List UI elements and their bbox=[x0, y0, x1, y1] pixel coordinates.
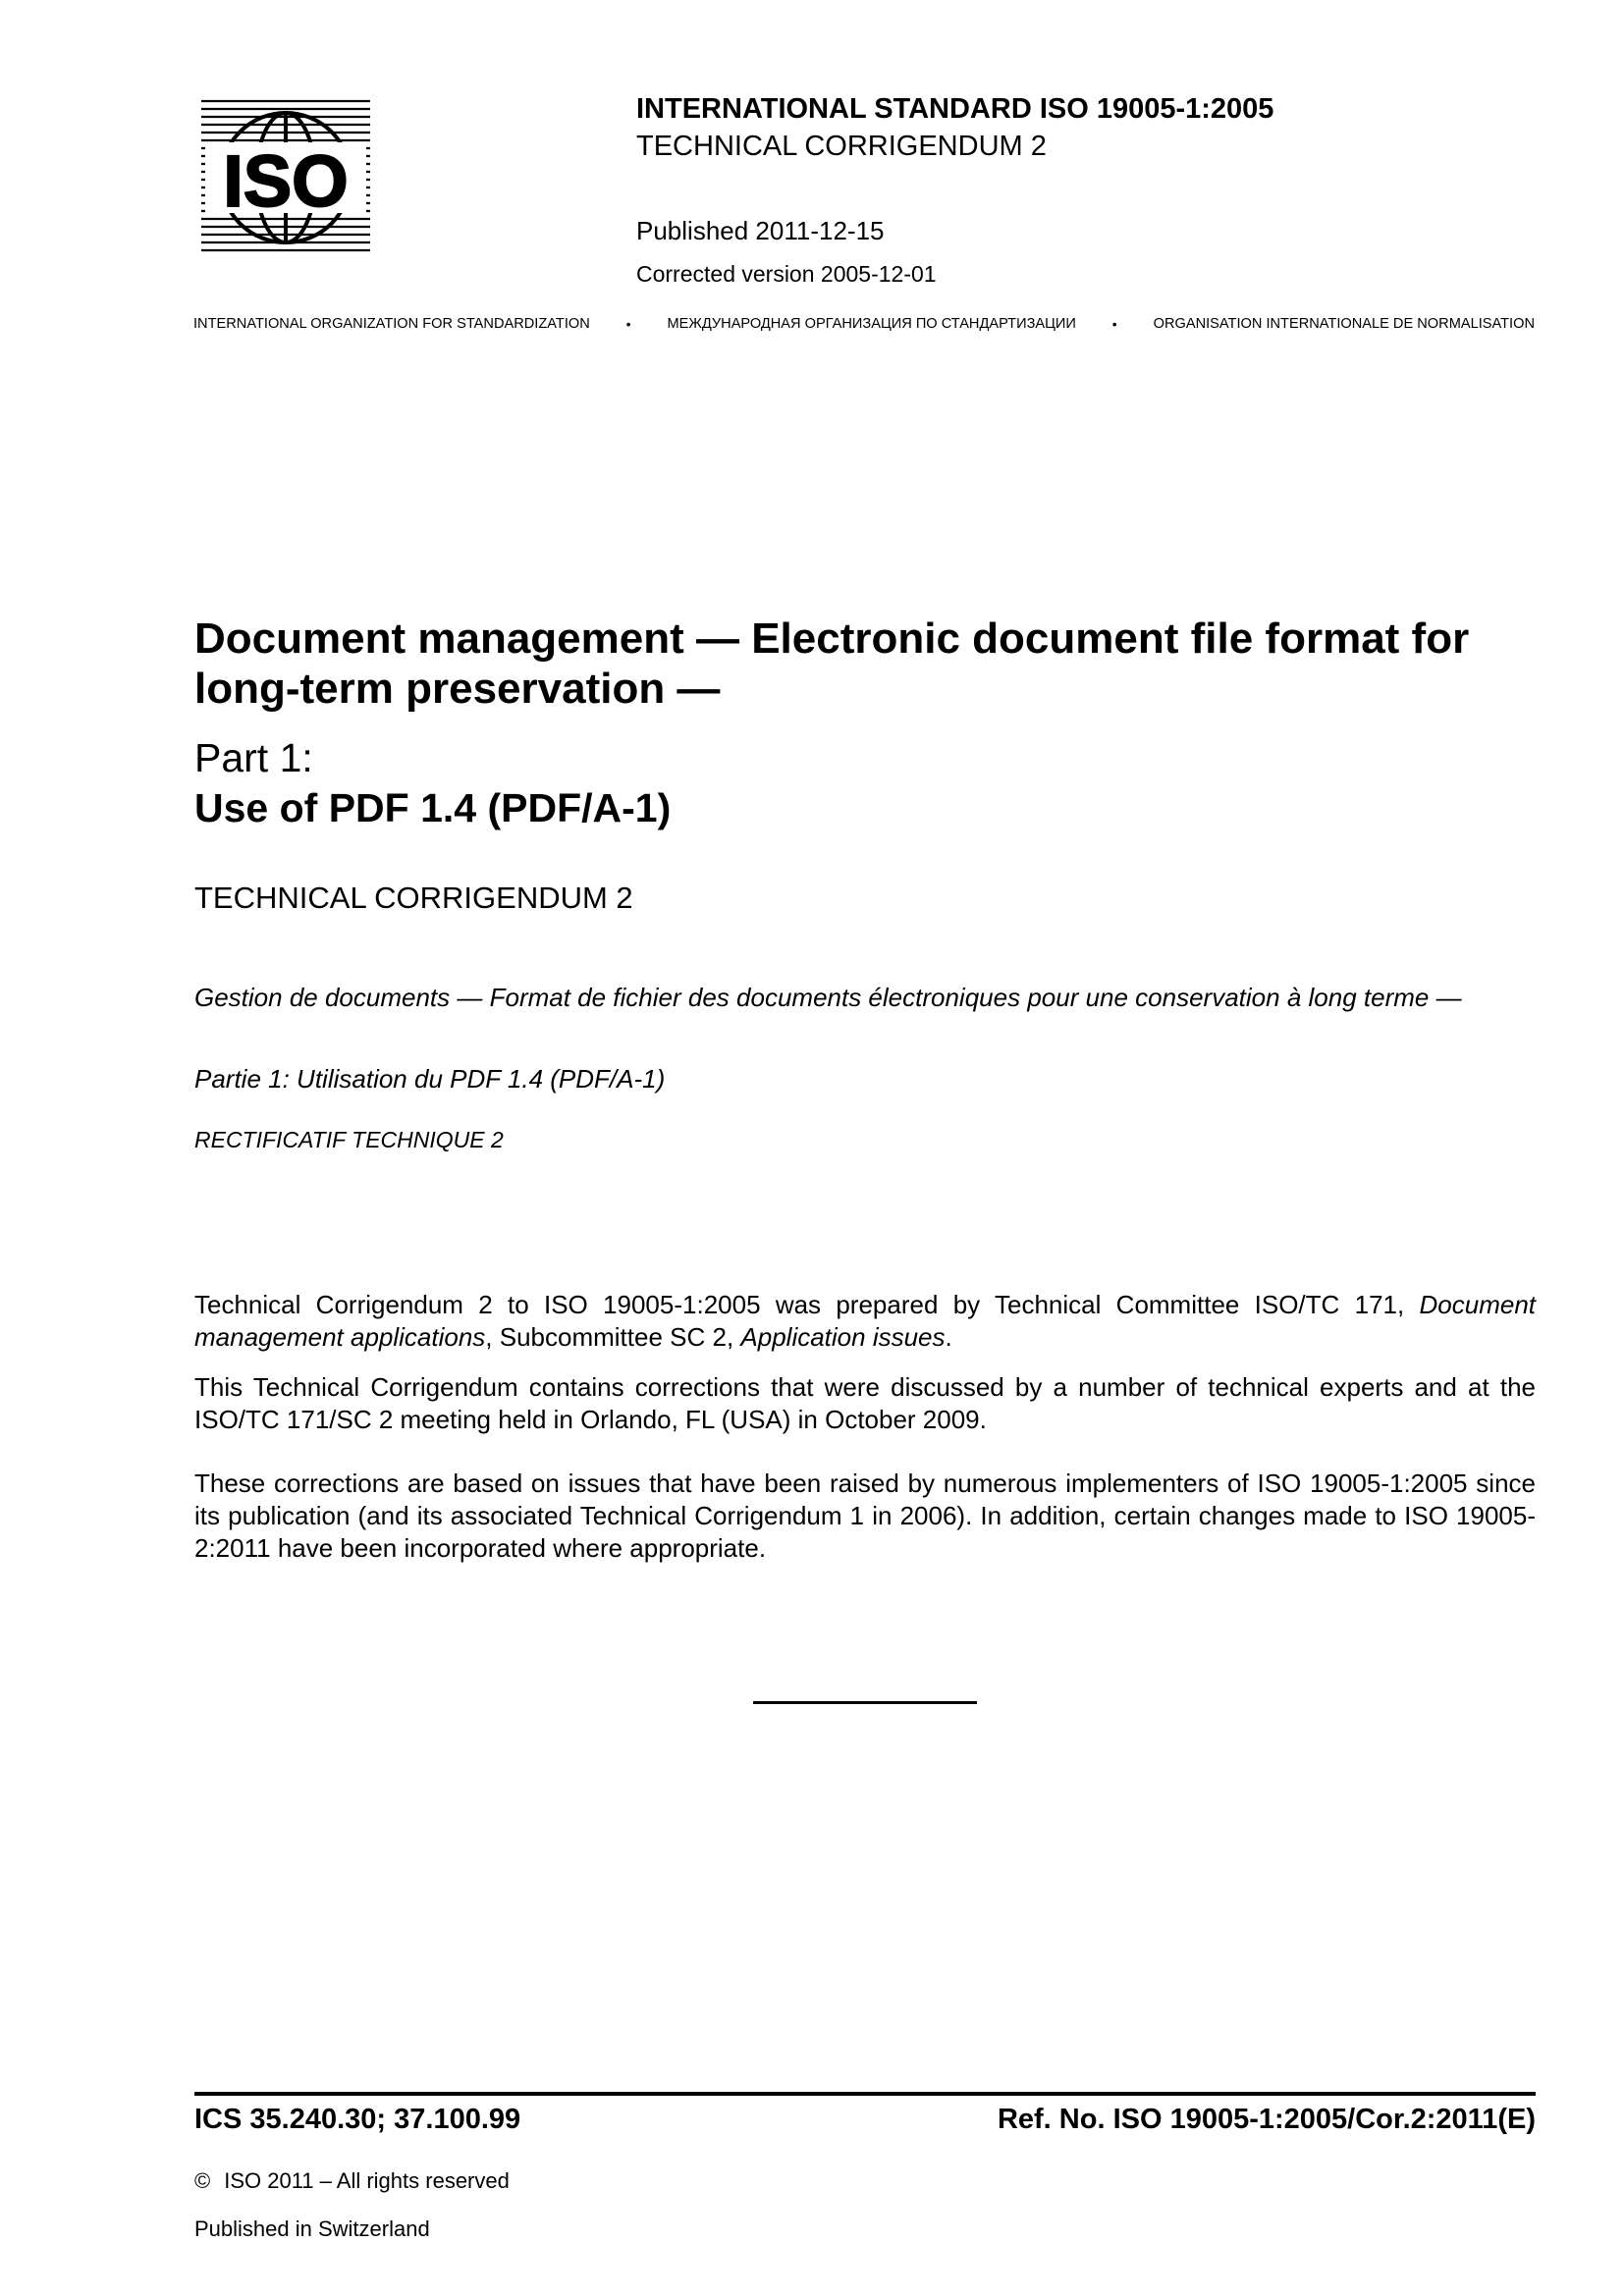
separator-line bbox=[753, 1701, 977, 1704]
standard-title: INTERNATIONAL STANDARD ISO 19005-1:2005 bbox=[636, 93, 1274, 125]
corrected-version: Corrected version 2005-12-01 bbox=[636, 261, 937, 287]
copyright-text: ISO 2011 – All rights reserved bbox=[224, 2168, 510, 2193]
body-paragraph-1 bbox=[194, 1289, 1536, 1354]
logo-text: ISO bbox=[223, 140, 349, 222]
published-date: Published 2011-12-15 bbox=[636, 216, 885, 245]
body-paragraph-3: These corrections are based on issues that have been raised by numerous implementers of ISO 19005-1:2005 since its publication (and its associated Technical Corrigendum 1 in 2006). In addition, certain changes made to ISO 19005-2:2011 have been incorporated where appropriate. bbox=[194, 1468, 1536, 1563]
para1-committee-name: Document management applications bbox=[194, 1290, 1536, 1352]
para1-text-3: . bbox=[945, 1322, 952, 1352]
org-separator: • bbox=[625, 316, 631, 332]
technical-corrigendum-label: TECHNICAL CORRIGENDUM 2 bbox=[194, 881, 633, 915]
para1-text-1: Technical Corrigendum 2 to ISO 19005-1:2005 was prepared by Technical Committee ISO/TC 171, bbox=[194, 1290, 1420, 1319]
main-title: Document management — Electronic document file format for long-term preservation — bbox=[194, 614, 1470, 713]
org-name-fr: ORGANISATION INTERNATIONALE DE NORMALISATION bbox=[1153, 316, 1535, 332]
copyright bbox=[194, 2168, 510, 2194]
org-name-ru: МЕЖДУНАРОДНАЯ ОРГАНИЗАЦИЯ ПО СТАНДАРТИЗАЦИИ bbox=[667, 316, 1076, 332]
reference-number: Ref. No. ISO 19005-1:2005/Cor.2:2011(E) bbox=[997, 2104, 1536, 2135]
part-label: Part 1: bbox=[194, 735, 313, 780]
part-title: Use of PDF 1.4 (PDF/A-1) bbox=[194, 785, 672, 830]
organization-names bbox=[193, 316, 1535, 332]
standard-corrigendum: TECHNICAL CORRIGENDUM 2 bbox=[636, 131, 1047, 162]
body-paragraph-2: This Technical Corrigendum contains corrections that were discussed by a number of technical experts and at the ISO/TC 171/SC 2 meeting held in Orlando, FL (USA) in October 2009. bbox=[194, 1372, 1536, 1434]
published-in: Published in Switzerland bbox=[194, 2216, 430, 2241]
copyright-icon: © bbox=[194, 2168, 211, 2193]
org-name-en: INTERNATIONAL ORGANIZATION FOR STANDARDIZATION bbox=[193, 316, 590, 332]
french-corrigendum: RECTIFICATIF TECHNIQUE 2 bbox=[194, 1127, 504, 1152]
org-separator: • bbox=[1111, 316, 1117, 332]
french-title: Gestion de documents — Format de fichier des documents électroniques pour une conservation à long terme — bbox=[194, 983, 1462, 1012]
para1-text-2: , Subcommittee SC 2, bbox=[485, 1322, 741, 1352]
ics-codes: ICS 35.240.30; 37.100.99 bbox=[194, 2104, 521, 2135]
footer-rule bbox=[194, 2092, 1536, 2096]
para1-subcommittee-name: Application issues bbox=[740, 1322, 946, 1352]
iso-logo bbox=[201, 98, 370, 257]
french-part-title: Partie 1: Utilisation du PDF 1.4 (PDF/A-1) bbox=[194, 1064, 666, 1094]
